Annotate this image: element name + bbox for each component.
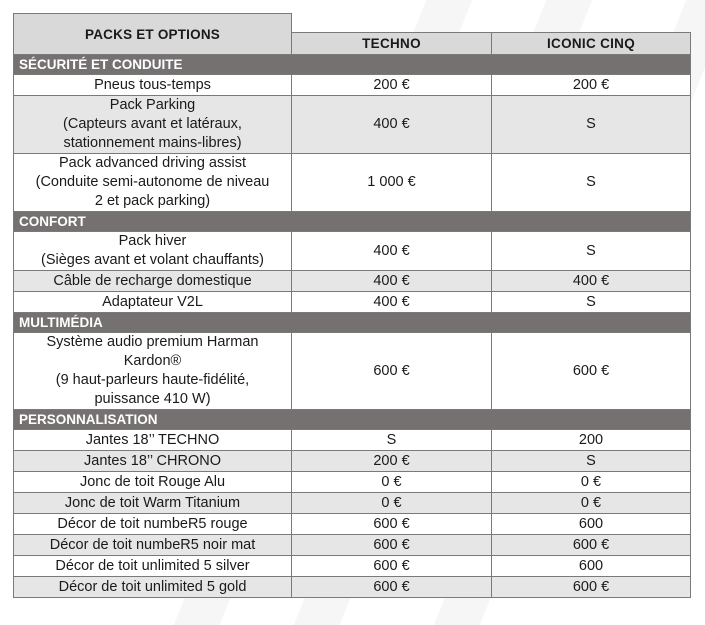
option-label-line: Adaptateur V2L (102, 293, 203, 310)
techno-price: 600 € (292, 556, 492, 577)
option-label-line: Jantes 18’’ CHRONO (84, 452, 221, 469)
iconic-cinq-price: 600 € (492, 577, 691, 598)
techno-price: 200 € (292, 75, 492, 96)
option-label-line: Décor de toit numbeR5 rouge (57, 515, 248, 532)
table-row (14, 430, 691, 451)
table-row (14, 232, 691, 271)
option-label (14, 75, 292, 96)
section-title: SÉCURITÉ ET CONDUITE (14, 55, 691, 75)
table-row (14, 96, 691, 154)
techno-price: 0 € (292, 493, 492, 514)
section-title: CONFORT (14, 212, 691, 232)
iconic-cinq-price: 600 € (492, 535, 691, 556)
option-label (14, 271, 292, 292)
techno-price: S (292, 430, 492, 451)
option-label (14, 232, 292, 271)
option-label-line: puissance 410 W) (94, 391, 211, 407)
section-header (14, 313, 691, 333)
option-label-line: Pneus tous-temps (94, 76, 211, 93)
option-label-line: Pack advanced driving assist (59, 155, 246, 171)
option-label-line: Jonc de toit Warm Titanium (64, 494, 241, 511)
option-label (14, 154, 292, 212)
techno-price: 600 € (292, 535, 492, 556)
column-header-iconic-cinq: ICONIC CINQ (492, 33, 691, 55)
table-row (14, 451, 691, 472)
iconic-cinq-price: 0 € (492, 472, 691, 493)
iconic-cinq-price: S (492, 232, 691, 271)
option-label (14, 514, 292, 535)
techno-price: 400 € (292, 292, 492, 313)
option-label-line: Système audio premium Harman (46, 334, 259, 350)
table-row (14, 556, 691, 577)
section-header (14, 212, 691, 232)
option-label (14, 493, 292, 514)
iconic-cinq-price: 600 € (492, 333, 691, 410)
iconic-cinq-price: S (492, 451, 691, 472)
techno-price: 0 € (292, 472, 492, 493)
option-label (14, 96, 292, 154)
section-header (14, 55, 691, 75)
option-label-line: Jantes 18’’ TECHNO (85, 431, 220, 448)
table-row (14, 472, 691, 493)
iconic-cinq-price: 200 € (492, 75, 691, 96)
table-row (14, 535, 691, 556)
iconic-cinq-price: 600 (492, 514, 691, 535)
techno-price: 600 € (292, 577, 492, 598)
iconic-cinq-price: 400 € (492, 271, 691, 292)
option-label-line: Décor de toit unlimited 5 gold (58, 578, 247, 595)
table-row (14, 333, 691, 410)
column-header-techno: TECHNO (292, 33, 492, 55)
techno-price: 1 000 € (292, 154, 492, 212)
table-row (14, 154, 691, 212)
section-title: PERSONNALISATION (14, 410, 691, 430)
table-row (14, 75, 691, 96)
techno-price: 400 € (292, 271, 492, 292)
techno-price: 600 € (292, 333, 492, 410)
table-body (14, 55, 691, 598)
option-label (14, 556, 292, 577)
option-label-line: Kardon® (123, 353, 182, 369)
option-label (14, 451, 292, 472)
table-row (14, 493, 691, 514)
option-label-line: Jonc de toit Rouge Alu (79, 473, 226, 490)
iconic-cinq-price: 200 (492, 430, 691, 451)
option-label-line: stationnement mains-libres) (63, 135, 242, 151)
option-label-line: (Conduite semi-autonome de niveau (35, 174, 270, 190)
option-label (14, 535, 292, 556)
option-label (14, 577, 292, 598)
option-label (14, 333, 292, 410)
iconic-cinq-price: 0 € (492, 493, 691, 514)
option-label-line: Pack Parking (109, 97, 196, 113)
section-title: MULTIMÉDIA (14, 313, 691, 333)
option-label-line: Pack hiver (118, 233, 187, 249)
iconic-cinq-price: S (492, 96, 691, 154)
section-header (14, 410, 691, 430)
techno-price: 400 € (292, 96, 492, 154)
iconic-cinq-price: S (492, 292, 691, 313)
option-label-line: (Capteurs avant et latéraux, (63, 116, 242, 132)
table-row (14, 514, 691, 535)
table-title: PACKS ET OPTIONS (14, 14, 292, 55)
iconic-cinq-price: 600 (492, 556, 691, 577)
option-label-line: (Sièges avant et volant chauffants) (40, 252, 264, 268)
option-label (14, 430, 292, 451)
option-label-line: 2 et pack parking) (94, 193, 211, 209)
option-label (14, 292, 292, 313)
table-row (14, 577, 691, 598)
option-label-line: Câble de recharge domestique (53, 272, 252, 289)
options-table-container (13, 13, 691, 598)
iconic-cinq-price: S (492, 154, 691, 212)
options-price-table (13, 13, 691, 598)
option-label-line: Décor de toit numbeR5 noir mat (49, 536, 256, 553)
option-label-line: Décor de toit unlimited 5 silver (55, 557, 250, 574)
option-label (14, 472, 292, 493)
table-row (14, 292, 691, 313)
table-row (14, 271, 691, 292)
techno-price: 400 € (292, 232, 492, 271)
option-label-line: (9 haut-parleurs haute-fidélité, (55, 372, 250, 388)
techno-price: 200 € (292, 451, 492, 472)
techno-price: 600 € (292, 514, 492, 535)
